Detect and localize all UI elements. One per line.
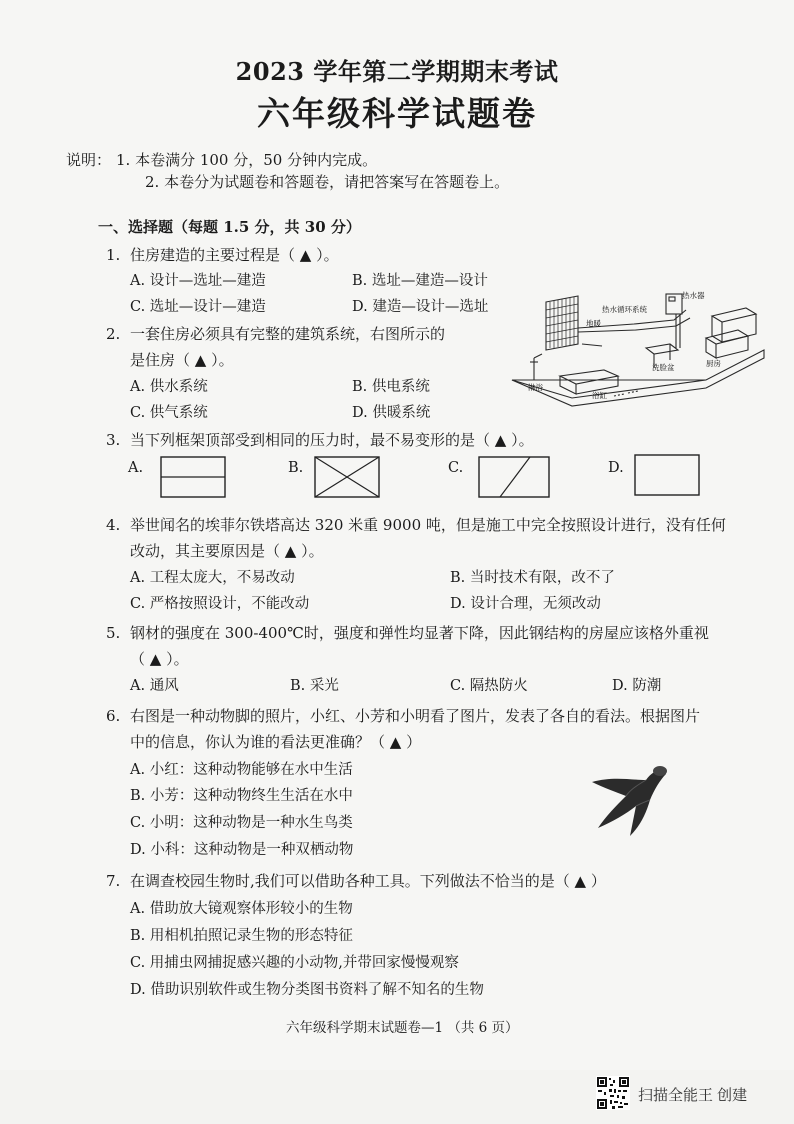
- option-b: B. 小芳：这种动物终生生活在水中: [130, 788, 353, 804]
- option-d: D. 供暖系统: [352, 405, 431, 421]
- option-c: C. 供气系统: [130, 405, 208, 421]
- frame-b-cross-brace: [314, 456, 382, 500]
- question-number: 2.: [106, 325, 121, 343]
- option-b: B. 当时技术有限，改不了: [450, 570, 615, 586]
- option-d: D. 防潮: [612, 678, 662, 694]
- option-b: B.: [288, 460, 304, 476]
- option-a: A. 工程太庞大，不易改动: [130, 570, 295, 586]
- option-c: C. 隔热防火: [450, 678, 528, 694]
- frame-d-empty: [634, 454, 702, 498]
- option-d: D. 借助识别软件或生物分类图书资料了解不知名的生物: [130, 982, 484, 998]
- question-number: 1.: [106, 246, 121, 264]
- option-a: A.: [128, 460, 144, 476]
- instructions-label: 说明：: [66, 151, 112, 169]
- label-wash-basin: 洗脸盆: [652, 363, 675, 372]
- option-b: B. 供电系统: [352, 379, 430, 395]
- question-number: 3.: [106, 431, 121, 449]
- section-title: 一、选择题（每题 1.5 分，共 30 分）: [98, 218, 361, 236]
- exam-subtitle: 六年级科学试题卷: [257, 94, 537, 133]
- option-c: C. 选址—设计—建造: [130, 299, 266, 315]
- label-kitchen: 厨房: [706, 359, 721, 368]
- question-stem-line2: （ ▲ ）。: [130, 650, 189, 668]
- option-a: A. 设计—选址—建造: [130, 273, 266, 289]
- option-d: D.: [608, 460, 624, 476]
- option-c: C. 严格按照设计，不能改动: [130, 596, 310, 612]
- qr-code-icon: [596, 1076, 630, 1110]
- option-a: A. 小红：这种动物能够在水中生活: [130, 762, 353, 778]
- page-footer: 六年级科学期末试题卷—1 （共 6 页）: [286, 1020, 519, 1036]
- question-stem-line1: 一套住房必须具有完整的建筑系统，右图所示的: [130, 325, 446, 343]
- option-a: A. 供水系统: [130, 379, 208, 395]
- option-d: D. 小科：这种动物是一种双栖动物: [130, 842, 354, 858]
- option-a: A. 通风: [130, 678, 179, 694]
- option-b: B. 采光: [290, 678, 339, 694]
- question-stem: 在调查校园生物时,我们可以借助各种工具。下列做法不恰当的是（ ▲ ）: [130, 872, 606, 890]
- instructions-line2: 2. 本卷分为试题卷和答题卷，请把答案写在答题卷上。: [145, 173, 510, 191]
- question-stem-line2: 中的信息，你认为谁的看法更准确？（ ▲ ）: [130, 733, 422, 751]
- question-stem: 当下列框架顶部受到相同的压力时，最不易变形的是（ ▲ ）。: [130, 431, 534, 449]
- question-stem-line1: 右图是一种动物脚的照片，小红、小芳和小明看了图片，发表了各自的看法。根据图片: [130, 707, 701, 725]
- option-b: B. 用相机拍照记录生物的形态特征: [130, 928, 353, 944]
- label-heater: 热水器: [682, 291, 705, 300]
- option-c: C.: [448, 460, 464, 476]
- webbed-foot-photo: [586, 760, 670, 838]
- label-bathtub: 浴缸: [592, 391, 607, 400]
- label-shower: 淋浴: [528, 383, 543, 392]
- instructions-line1: 1. 本卷满分 100 分，50 分钟内完成。: [116, 151, 378, 169]
- exam-title: 2023 学年第二学期期末考试: [235, 57, 559, 86]
- option-c: C. 用捕虫网捕捉感兴趣的小动物,并带回家慢慢观察: [130, 955, 459, 971]
- option-d: D. 设计合理，无须改动: [450, 596, 601, 612]
- house-heating-diagram: [506, 288, 768, 414]
- question-number: 4.: [106, 516, 121, 534]
- question-number: 6.: [106, 707, 121, 725]
- question-number: 5.: [106, 624, 121, 642]
- frame-c-diagonal-brace: [478, 456, 552, 500]
- scanner-watermark: 扫描全能王 创建: [638, 1087, 748, 1104]
- option-d: D. 建造—设计—选址: [352, 299, 489, 315]
- question-stem-line2: 改动，其主要原因是（ ▲ ）。: [130, 542, 324, 560]
- label-hot-water-loop: 热水循环系统: [602, 305, 647, 314]
- question-stem-line1: 举世闻名的埃菲尔铁塔高达 320 米重 9000 吨，但是施工中完全按照设计进行，没有任何: [130, 516, 726, 534]
- frame-a-horizontal-brace: [160, 456, 228, 500]
- question-stem: 住房建造的主要过程是（ ▲ ）。: [130, 246, 339, 264]
- label-floor-heating: 地暖: [586, 319, 601, 328]
- option-c: C. 小明：这种动物是一种水生鸟类: [130, 815, 353, 831]
- question-stem-line2: 是住房（ ▲ ）。: [130, 351, 234, 369]
- option-a: A. 借助放大镜观察体形较小的生物: [130, 901, 353, 917]
- option-b: B. 选址—建造—设计: [352, 273, 488, 289]
- question-stem-line1: 钢材的强度在 300-400℃时，强度和弹性均显著下降，因此钢结构的房屋应该格外重视: [130, 624, 709, 642]
- question-number: 7.: [106, 872, 121, 890]
